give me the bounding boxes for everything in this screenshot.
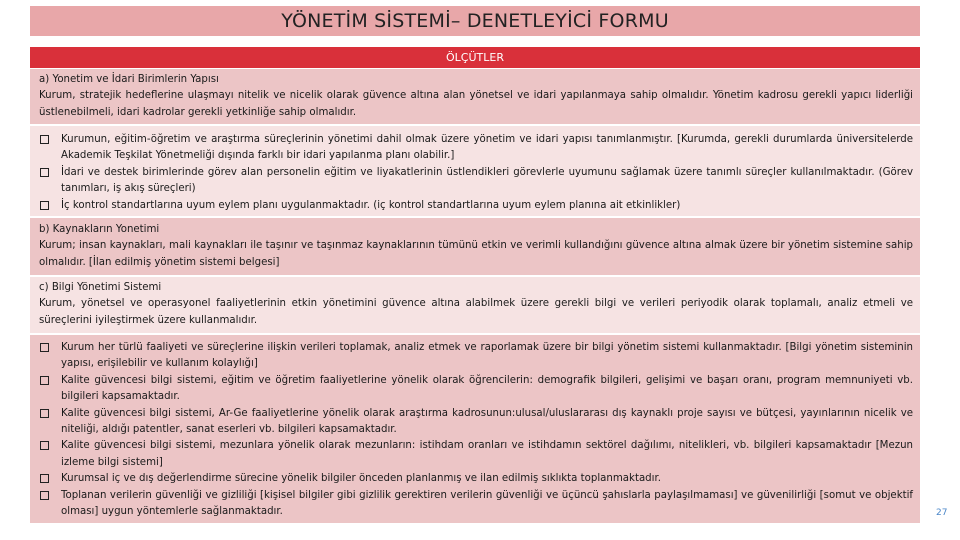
checklist-item: Kurumun, eğitim-öğretim ve araştırma süreçlerinin yönetimi dahil olmak üzere yönetim ve idari yapısı tanımlanmıştır. [Kurumda, gerekli durumlarda üniversitelerde Akademik Teşkilat Yönetmeliği dışında farklı bir idari yapılanma planı olabilir.] <box>39 132 913 165</box>
table-header: ÖLÇÜTLER <box>30 47 920 69</box>
checkbox-icon <box>40 168 49 177</box>
checkbox-icon <box>40 441 49 450</box>
checklist-item: Kurum her türlü faaliyeti ve süreçlerine ilişkin verileri toplamak, analiz etmek ve raporlamak üzere bir bilgi yönetim sistemi kullanmaktadır. [Bilgi yönetim sisteminin yapısı, erişilebilir ve kullanım kolaylığı] <box>39 340 913 373</box>
checkbox-icon <box>40 491 49 500</box>
checklist-item: Kalite güvencesi bilgi sistemi, eğitim ve öğretim faaliyetlerine yönelik olarak öğrencilerin: demografik bilgileri, gelişimi ve başarı oranı, program memnuniyeti vb. bilgileri kapsamaktadır. <box>39 373 913 406</box>
criterion-heading: c) Bilgi Yönetimi Sistemi <box>39 282 162 293</box>
criterion-row-b <box>30 218 920 277</box>
criterion-heading: b) Kaynakların Yonetimi <box>39 224 160 235</box>
checklist-row-2 <box>30 335 920 525</box>
checkbox-icon <box>40 343 49 352</box>
form-title: YÖNETİM SİSTEMİ– DENETLEYİCİ FORMU <box>30 6 920 36</box>
checklist-item: İdari ve destek birimlerinde görev alan personelin eğitim ve liyakatlerinin üstlendikleri görevlerle uyumunu sağlamak üzere tanımlı süreçler kullanılmaktadır. (Görev tanımları, iş akış süreçleri) <box>39 165 913 198</box>
criteria-table <box>30 47 920 525</box>
checklist <box>39 132 913 214</box>
checklist-item: Toplanan verilerin güvenliği ve gizliliği [kişisel bilgiler gibi gizlilik gerektiren verilerin güvenliği ve üçüncü şahıslarla paylaşılmaması] ve güvenilirliği [somut ve objektif olması] uygun yöntemlerle sağlanmaktadır. <box>39 488 913 521</box>
checkbox-icon <box>40 474 49 483</box>
page-number: 27 <box>936 508 948 518</box>
checklist <box>39 340 913 520</box>
criterion-row-a <box>30 69 920 126</box>
checklist-item: Kurumsal iç ve dış değerlendirme sürecine yönelik bilgiler önceden planlanmış ve ilan edilmiş sıklıkta toplanmaktadır. <box>39 471 913 487</box>
criterion-heading: a) Yonetim ve İdari Birimlerin Yapısı <box>39 74 219 85</box>
checklist-row-1 <box>30 126 920 218</box>
checkbox-icon <box>40 376 49 385</box>
checkbox-icon <box>40 201 49 210</box>
criterion-text: Kurum, yönetsel ve operasyonel faaliyetlerinin etkin yönetimini güvence altına alabilmek üzere gerekli bilgi ve verileri periyodik olarak toplamalı, analiz etmeli ve süreçlerini iyileştirmek üzere kullanmalıdır. <box>39 298 913 326</box>
checklist-item: Kalite güvencesi bilgi sistemi, mezunlara yönelik olarak mezunların: istihdam oranları ve istihdamın sektörel dağılımı, nitelikleri, vb. bilgileri kapsamaktadır [Mezun izleme bilgi sistemi] <box>39 438 913 471</box>
checklist-item: İç kontrol standartlarına uyum eylem planı uygulanmaktadır. (iç kontrol standartlarına uyum eylem planına ait etkinlikler) <box>39 198 913 214</box>
criterion-text: Kurum; insan kaynakları, mali kaynakları ile taşınır ve taşınmaz kaynaklarının tümünü etkin ve verimli kullandığını güvence altına almak üzere bir yönetim sistemine sahip olmalıdır. [İlan edilmiş yönetim sistemi belgesi] <box>39 240 913 268</box>
checkbox-icon <box>40 135 49 144</box>
checkbox-icon <box>40 409 49 418</box>
criterion-row-c <box>30 277 920 335</box>
checklist-item: Kalite güvencesi bilgi sistemi, Ar-Ge faaliyetlerine yönelik olarak araştırma kadrosunun:ulusal/uluslararası dış kaynaklı proje sayısı ve bütçesi, yayınlarının nicelik ve niteliği, aldığı patentler, sanat eserleri vb. bilgileri kapsamaktadır. <box>39 406 913 439</box>
criterion-text: Kurum, stratejik hedeflerine ulaşmayı nitelik ve nicelik olarak güvence altına alan yönetsel ve idari yapılanmaya sahip olmalıdır. Yönetim kadrosu gerekli yapıcı liderliği üstlenebilmeli, idari kadrolar gerekli yetkinliğe sahip olmalıdır. <box>39 90 913 118</box>
